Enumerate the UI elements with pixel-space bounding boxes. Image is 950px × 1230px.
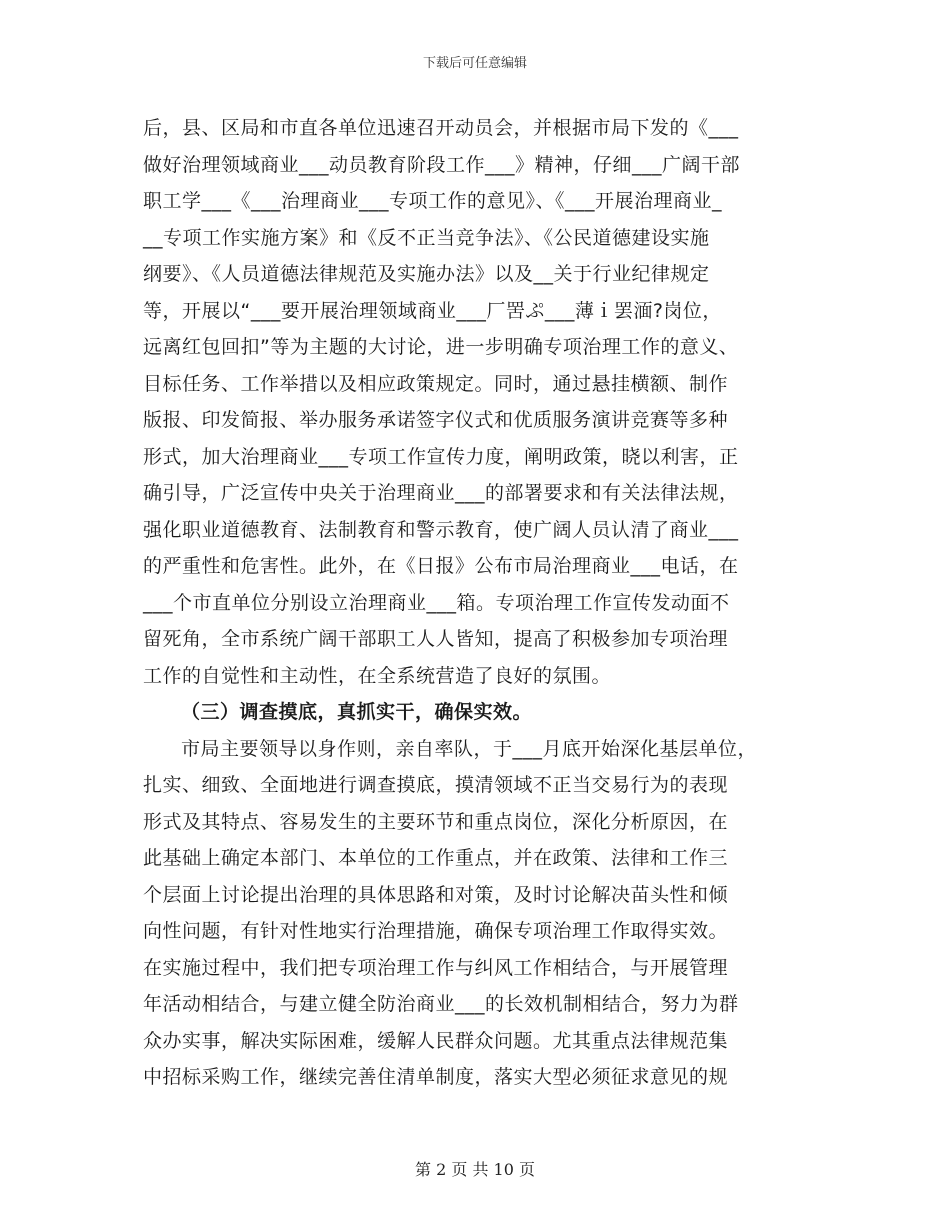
text-line: 向性问题，有针对性地实行治理措施，确保专项治理工作取得实效。 xyxy=(143,920,729,942)
text-line: 确引导，广泛宣传中央关于治理商业___的部署要求和有关法律法规， xyxy=(143,482,739,504)
text-line: 纲要》、《人员道德法律规范及实施办法》以及__关于行业纪律规定 xyxy=(143,263,710,285)
text-line: 留死角，全市系统广阔干部职工人人皆知，提高了积极参加专项治理 xyxy=(143,628,729,650)
text-line: __专项工作实施方案》和《反不正当竞争法》、《公民道德建设实施 xyxy=(143,226,710,249)
text-line: 形式，加大治理商业___专项工作宣传力度，阐明政策，晓以利害，正 xyxy=(143,445,739,468)
text-line: 扎实、细致、全面地进行调查摸底，摸清领域不正当交易行为的表现 xyxy=(143,774,729,796)
text-line: ___个市直单位分别设立治理商业___箱。专项治理工作宣传发动面不 xyxy=(143,591,730,614)
text-line: 在实施过程中，我们把专项治理工作与纠风工作相结合，与开展管理 xyxy=(143,956,729,979)
section-heading: （三）调查摸底，真抓实干，确保实效。 xyxy=(181,701,533,723)
text-line: 版报、印发简报、举办服务承诺签字仪式和优质服务演讲竞赛等多种 xyxy=(143,409,729,431)
text-line: 等，开展以“___要开展治理领域商业___厂罟ぷ___薄ｉ罢湎?岗位， xyxy=(143,299,722,322)
text-line: 后，县、区局和市直各单位迅速召开动员会，并根据市局下发的《___ xyxy=(143,117,739,139)
text-line: 此基础上确定本部门、本单位的工作重点，并在政策、法律和工作三 xyxy=(143,847,729,869)
text-line: 年活动相结合，与建立健全防治商业___的长效机制相结合，努力为群 xyxy=(143,993,739,1015)
text-line: 市局主要领导以身作则，亲自率队，于___月底开始深化基层单位， xyxy=(181,737,758,760)
text-line: 强化职业道德教育、法制教育和警示教育，使广阔人员认清了商业___ xyxy=(143,518,739,541)
text-line: 中招标采购工作，继续完善住清单制度，落实大型必须征求意见的规 xyxy=(143,1066,729,1088)
text-line: 形式及其特点、容易发生的主要环节和重点岗位，深化分析原因，在 xyxy=(143,810,729,833)
page-header: 下载后可任意编辑 xyxy=(422,56,527,71)
page-number: 第 2 页 共 10 页 xyxy=(415,1160,535,1179)
text-line: 远离红包回扣”等为主题的大讨论，进一步明确专项治理工作的意义、 xyxy=(143,336,739,358)
document-body xyxy=(143,110,823,1096)
text-line: 的严重性和危害性。此外，在《日报》公布市局治理商业___电话，在 xyxy=(143,555,739,577)
text-line: 众办实事，解决实际困难，缓解人民群众问题。尤其重点法律规范集 xyxy=(143,1029,729,1052)
text-line: 职工学___《___治理商业___专项工作的意见》、《___开展治理商业_ xyxy=(143,190,723,212)
text-line: 目标任务、工作举措以及相应政策规定。同时，通过悬挂横额、制作 xyxy=(143,372,729,395)
text-line: 工作的自觉性和主动性，在全系统营造了良好的氛围。 xyxy=(143,664,612,687)
text-line: 个层面上讨论提出治理的具体思路和对策，及时讨论解决苗头性和倾 xyxy=(143,883,729,906)
text-line: 做好治理领域商业___动员教育阶段工作___》精神，仔细___广阔干部 xyxy=(143,153,741,176)
